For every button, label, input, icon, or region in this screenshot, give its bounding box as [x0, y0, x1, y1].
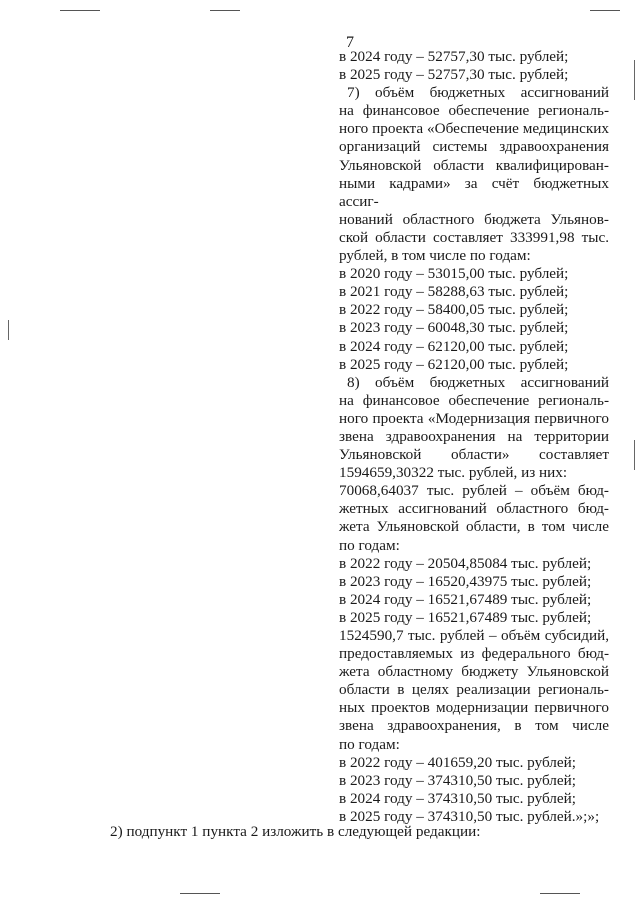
- text-line: области в целях реализации региональ-: [339, 681, 609, 699]
- text-line: в 2022 году – 58400,05 тыс. рублей;: [339, 301, 569, 319]
- text-line: жетных ассигнований областного бюд-: [339, 500, 609, 518]
- text-line: в 2025 году – 374310,50 тыс. рублей.»;»;: [339, 807, 600, 825]
- text-line: в 2025 году – 16521,67489 тыс. рублей;: [339, 608, 592, 626]
- text-line: 2) подпункт 1 пункта 2 изложить в следующей редакции:: [110, 823, 481, 840]
- text-line: ного проекта «Модернизация первичного: [339, 409, 609, 427]
- text-line: в 2024 году – 62120,00 тыс. рублей;: [339, 337, 569, 355]
- text-line: по годам:: [339, 735, 400, 753]
- scan-mark: [634, 60, 635, 100]
- text-line: Ульяновской области квалифицирован-: [339, 156, 609, 174]
- text-line: ными кадрами» за счёт бюджетных ассиг-: [339, 174, 609, 210]
- scan-mark: [8, 320, 9, 340]
- text-line: в 2022 году – 20504,85084 тыс. рублей;: [339, 554, 592, 572]
- text-line: 1594659,30322 тыс. рублей, из них:: [339, 464, 568, 482]
- final-paragraph: [110, 823, 630, 841]
- page-number: 7: [346, 34, 354, 51]
- text-line: ного проекта «Обеспечение медицинских: [339, 120, 609, 138]
- text-line: по годам:: [339, 536, 400, 554]
- text-line: нований областного бюджета Ульянов-: [339, 210, 609, 228]
- text-line: в 2021 году – 58288,63 тыс. рублей;: [339, 283, 569, 301]
- text-line: в 2025 году – 52757,30 тыс. рублей;: [339, 66, 569, 84]
- text-line: организаций системы здравоохранения: [339, 138, 609, 156]
- text-line: предоставляемых из федерального бюд-: [339, 645, 609, 663]
- text-column: [339, 48, 609, 826]
- text-line: ской области составляет 333991,98 тыс.: [339, 228, 609, 246]
- scan-mark: [180, 893, 220, 894]
- text-line: на финансовое обеспечение региональ-: [339, 102, 609, 120]
- text-line: 1524590,7 тыс. рублей – объём субсидий,: [339, 627, 609, 644]
- text-line: жета Ульяновской области, в том числе: [339, 518, 609, 536]
- scan-mark: [60, 10, 100, 11]
- text-line: ных проектов модернизации первичного: [339, 699, 609, 717]
- text-line: 70068,64037 тыс. рублей – объём бюд-: [339, 482, 609, 500]
- text-line: 8) объём бюджетных ассигнований: [347, 373, 609, 391]
- text-line: 7) объём бюджетных ассигнований: [347, 84, 609, 102]
- text-line: в 2020 году – 53015,00 тыс. рублей;: [339, 265, 569, 283]
- text-line: Ульяновской области» составляет: [339, 446, 609, 464]
- text-line: в 2023 году – 374310,50 тыс. рублей;: [339, 771, 576, 789]
- text-line: жета областному бюджету Ульяновской: [339, 663, 609, 681]
- text-line: в 2023 году – 60048,30 тыс. рублей;: [339, 319, 569, 337]
- text-line: в 2025 году – 62120,00 тыс. рублей;: [339, 355, 569, 373]
- scan-mark: [540, 893, 580, 894]
- text-line: рублей, в том числе по годам:: [339, 247, 531, 265]
- text-line: звена здравоохранения, в том числе: [339, 717, 609, 735]
- scan-mark: [210, 10, 240, 11]
- scan-mark: [590, 10, 620, 11]
- text-line: в 2022 году – 401659,20 тыс. рублей;: [339, 753, 576, 771]
- text-line: в 2024 году – 374310,50 тыс. рублей;: [339, 789, 576, 807]
- text-line: в 2024 году – 52757,30 тыс. рублей;: [339, 48, 569, 65]
- text-line: звена здравоохранения на территории: [339, 427, 609, 445]
- text-line: на финансовое обеспечение региональ-: [339, 391, 609, 409]
- text-line: в 2023 году – 16520,43975 тыс. рублей;: [339, 572, 592, 590]
- text-line: в 2024 году – 16521,67489 тыс. рублей;: [339, 590, 592, 608]
- scan-mark: [634, 440, 635, 470]
